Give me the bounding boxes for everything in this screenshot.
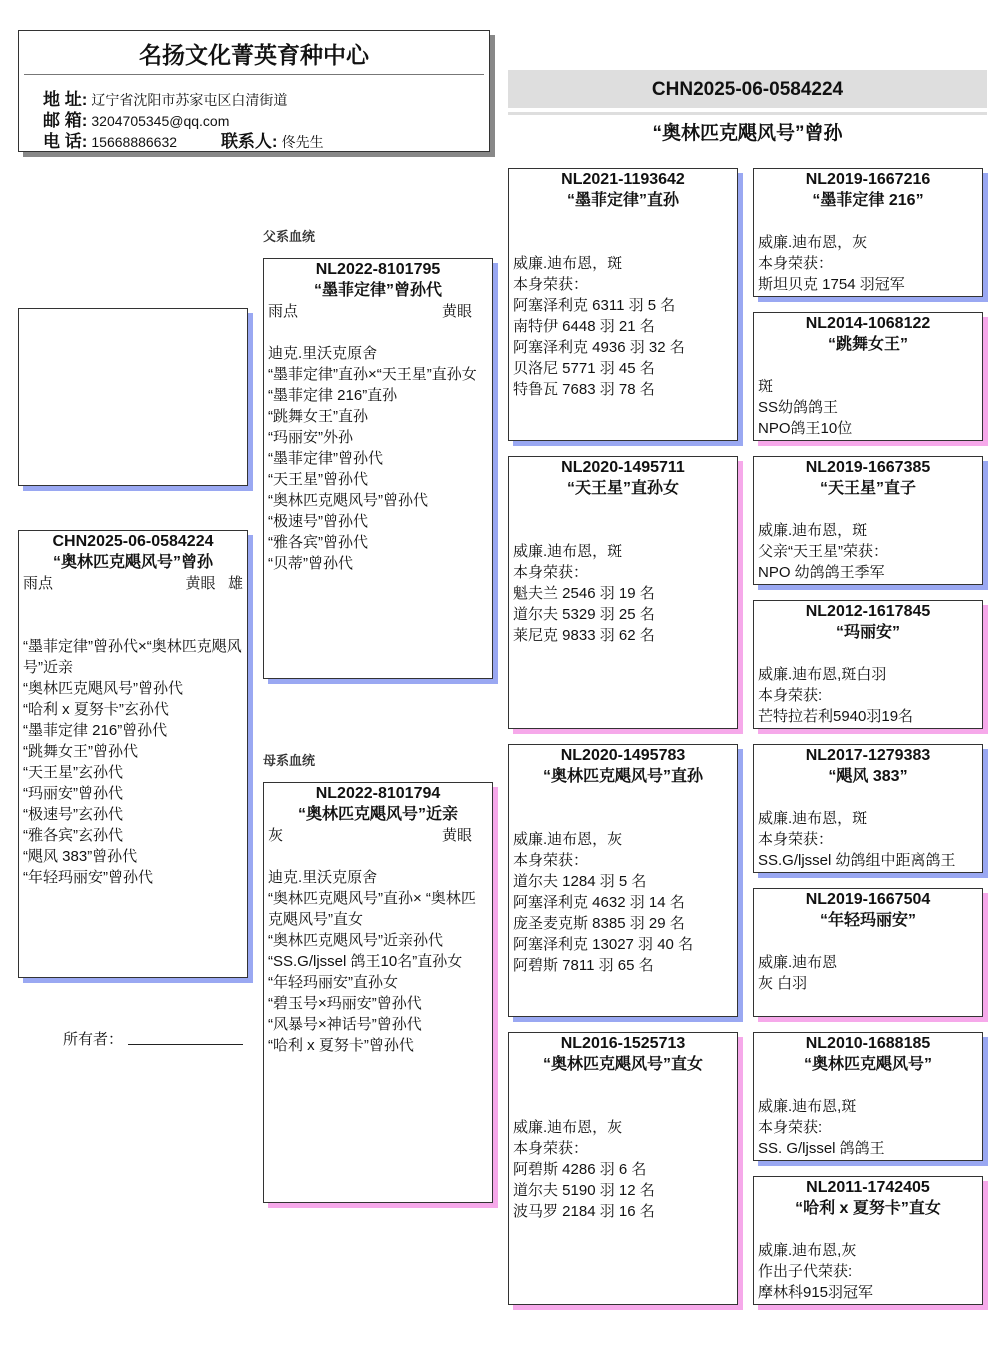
lineage-line: “墨菲定律”直孙×“天王星”直孙女 <box>268 366 477 383</box>
ancestor-ring: NL2019-1667216 <box>805 171 931 188</box>
ancestor-detail: 摩林科915羽冠军 <box>758 1284 874 1301</box>
dam-lineage <box>268 867 488 1056</box>
dam-ring: NL2022-8101794 <box>315 785 441 802</box>
ancestor-detail: 威廉.迪布恩，斑 <box>758 810 868 827</box>
sire-name: “墨菲定律”曾孙代 <box>313 282 442 299</box>
pigeon-title: “奥林匹克飓风号”曾孙 <box>652 123 843 144</box>
contact-label: 联系人: <box>220 132 278 151</box>
ancestor-name: “跳舞女王” <box>827 336 908 353</box>
ancestor-name: “飓风 383” <box>828 768 908 785</box>
ancestor-detail: 南特伊 6448 羽 21 名 <box>513 318 655 335</box>
ancestor-ring: NL2010-1688185 <box>805 1035 931 1052</box>
ancestor-detail: 本身荣获： <box>513 852 589 869</box>
divider <box>24 74 484 75</box>
lineage-line: “哈利 x 夏努卡”玄孙代 <box>23 701 169 718</box>
lineage-line: “墨菲定律”曾孙代×“奥林匹克飓风号”近亲 <box>23 638 242 676</box>
lineage-line: “墨菲定律”曾孙代 <box>268 450 383 467</box>
divider <box>508 112 987 115</box>
gen4-ancestor-card <box>753 168 983 297</box>
ancestor-detail: SS幼鸽鸽王 <box>758 399 839 416</box>
ancestor-detail: SS. G/ljssel 鸽鸽王 <box>758 1140 885 1157</box>
subject-card <box>18 530 248 978</box>
sire-section-label: 父系血统 <box>263 229 316 244</box>
ancestor-detail: 灰 白羽 <box>758 975 808 992</box>
lineage-line: “碧玉号×玛丽安”曾孙代 <box>268 995 422 1012</box>
ancestor-name: “天王星”直孙女 <box>566 480 679 497</box>
ancestor-name: “玛丽安” <box>835 624 900 641</box>
lineage-line: “贝蒂”曾孙代 <box>268 555 353 572</box>
gen4-ancestor-card <box>753 1176 983 1305</box>
ancestor-detail: 威廉.迪布恩，斑 <box>513 255 623 272</box>
gen4-ancestor-card <box>753 888 983 1017</box>
owner-label: 所有者： <box>63 1031 124 1048</box>
ancestor-ring: NL2016-1525713 <box>560 1035 686 1052</box>
lineage-line: “极速号”曾孙代 <box>268 513 368 530</box>
gen3-ancestor-card <box>508 168 738 441</box>
ancestor-detail: NPO鸽王10位 <box>758 420 853 437</box>
lineage-line: “年轻玛丽安”曾孙代 <box>23 869 153 886</box>
lineage-line: “墨菲定律 216”直孙 <box>268 387 398 404</box>
ancestor-detail: 阿塞泽利克 13027 羽 40 名 <box>513 936 694 953</box>
ancestor-detail: 道尔夫 5329 羽 25 名 <box>513 606 655 623</box>
sire-eye: 黄眼 <box>441 303 472 320</box>
ancestor-name: “奥林匹克飓风号” <box>803 1056 932 1073</box>
ancestor-name: “墨菲定律”直孙 <box>566 192 679 209</box>
ancestor-ring: NL2021-1193642 <box>561 171 685 188</box>
ancestor-detail: 本身荣获： <box>513 276 589 293</box>
ancestor-detail: 父亲“天王星”荣获： <box>758 543 888 560</box>
ancestor-detail: 阿塞泽利克 6311 羽 5 名 <box>513 297 676 314</box>
ancestor-detail: 威廉.迪布恩，斑 <box>758 522 868 539</box>
gen3-ancestor-card <box>508 456 738 729</box>
address-label: 地 址: <box>43 90 88 109</box>
ancestor-detail: 本身荣获： <box>758 255 834 272</box>
lineage-line: “哈利 x 夏努卡”曾孙代 <box>268 1037 414 1054</box>
sire-lineage <box>268 343 488 574</box>
lineage-line: 迪克.里沃克原舍 <box>268 869 378 886</box>
sire-ring: NL2022-8101795 <box>315 261 441 278</box>
email-label: 邮 箱: <box>43 111 88 130</box>
lineage-line: “奥林匹克飓风号”近亲孙代 <box>268 932 443 949</box>
gen4-ancestor-card <box>753 600 983 729</box>
ring-number-banner: CHN2025-06-0584224 <box>508 70 987 108</box>
ancestor-ring: NL2011-1742405 <box>806 1179 930 1196</box>
dam-color: 灰 <box>268 827 284 844</box>
ancestor-detail: 阿碧斯 4286 羽 6 名 <box>513 1161 647 1178</box>
ancestor-detail: 威廉.迪布恩，斑 <box>513 543 623 560</box>
ancestor-name: “墨菲定律 216” <box>812 192 924 209</box>
address-value: 辽宁省沈阳市苏家屯区白清街道 <box>91 92 288 108</box>
gen4-ancestor-card <box>753 456 983 585</box>
ancestor-detail: 威廉.迪布恩，灰 <box>513 831 623 848</box>
subject-lineage <box>23 636 243 888</box>
lineage-line: “奥林匹克飓风号”直孙× “奥林匹克飓风号”直女 <box>268 890 476 928</box>
sire-color: 雨点 <box>268 303 299 320</box>
photo-placeholder <box>18 308 248 486</box>
ancestor-detail: 斯坦贝克 1754 羽冠军 <box>758 276 905 293</box>
lineage-line: “年轻玛丽安”直孙女 <box>268 974 398 991</box>
ancestor-detail: 阿塞泽利克 4632 羽 14 名 <box>513 894 685 911</box>
lineage-line: “天王星”玄孙代 <box>23 764 123 781</box>
ancestor-detail: 斑 <box>758 378 774 395</box>
ancestor-ring: NL2020-1495711 <box>561 459 685 476</box>
ancestor-ring: NL2014-1068122 <box>805 315 931 332</box>
sire-traits <box>268 301 488 322</box>
ancestor-detail: 道尔夫 5190 羽 12 名 <box>513 1182 655 1199</box>
ancestor-ring: NL2017-1279383 <box>805 747 931 764</box>
ancestor-detail: 威廉.迪布恩,斑白羽 <box>758 666 887 683</box>
lineage-line: “雅各宾”玄孙代 <box>23 827 123 844</box>
lineage-line: “墨菲定律 216”曾孙代 <box>23 722 168 739</box>
gen4-ancestor-card <box>753 1032 983 1161</box>
dam-traits <box>268 825 488 846</box>
subject-name: “奥林匹克飓风号”曾孙 <box>52 554 213 571</box>
gen4-ancestor-card <box>753 312 983 441</box>
ancestor-detail: 阿塞泽利克 4936 羽 32 名 <box>513 339 685 356</box>
ancestor-detail: 莱尼克 9833 羽 62 名 <box>513 627 655 644</box>
phone-value: 15668886632 <box>91 134 178 150</box>
subject-ring: CHN2025-06-0584224 <box>52 533 214 550</box>
contact-value: 佟先生 <box>281 134 324 150</box>
dam-section-label: 母系血统 <box>263 753 316 768</box>
ancestor-detail: 本身荣获： <box>513 564 589 581</box>
ancestor-detail: 特鲁瓦 7683 羽 78 名 <box>513 381 655 398</box>
lineage-line: “飓风 383”曾孙代 <box>23 848 138 865</box>
ancestor-detail: SS.G/ljssel 幼鸽组中距离鸽王 <box>758 852 956 869</box>
ancestor-ring: NL2019-1667385 <box>805 459 931 476</box>
owner-field[interactable] <box>128 1044 243 1045</box>
ancestor-detail: 芒特拉若利5940羽19名 <box>758 708 914 725</box>
ancestor-detail: 道尔夫 1284 羽 5 名 <box>513 873 647 890</box>
ancestor-ring: NL2020-1495783 <box>560 747 686 764</box>
ancestor-name: “奥林匹克飓风号”直孙 <box>542 768 703 785</box>
email-value: 3204705345@qq.com <box>91 113 230 129</box>
ancestor-detail: 阿碧斯 7811 羽 65 名 <box>513 957 654 974</box>
ancestor-name: “奥林匹克飓风号”直女 <box>542 1056 703 1073</box>
gen3-ancestor-card <box>508 1032 738 1305</box>
phone-label: 电 话: <box>43 132 88 151</box>
ancestor-detail: 庞圣麦克斯 8385 羽 29 名 <box>513 915 685 932</box>
subject-traits <box>23 573 243 594</box>
ancestor-detail: 本身荣获： <box>513 1140 589 1157</box>
ancestor-detail: 贝洛尼 5771 羽 45 名 <box>513 360 655 377</box>
lineage-line: “玛丽安”外孙 <box>268 429 353 446</box>
ancestor-detail: 魁夫兰 2546 羽 19 名 <box>513 585 655 602</box>
lineage-line: “极速号”玄孙代 <box>23 806 123 823</box>
lineage-line: “跳舞女王”直孙 <box>268 408 368 425</box>
ancestor-name: “年轻玛丽安” <box>819 912 916 929</box>
ancestor-ring: NL2019-1667504 <box>805 891 931 908</box>
subject-eye: 黄眼 <box>185 575 216 592</box>
gen3-ancestor-card <box>508 744 738 1017</box>
ancestor-name: “哈利 x 夏努卡”直女 <box>795 1200 941 1217</box>
ancestor-detail: NPO 幼鸽鸽王季军 <box>758 564 885 581</box>
ancestor-detail: 本身荣获： <box>758 831 834 848</box>
dam-eye: 黄眼 <box>441 827 472 844</box>
breeder-header <box>18 30 490 152</box>
lineage-line: “天王星”曾孙代 <box>268 471 368 488</box>
lineage-line: 迪克.里沃克原舍 <box>268 345 378 362</box>
phone-row <box>43 127 324 152</box>
ancestor-detail: 威廉.迪布恩 <box>758 954 838 971</box>
dam-card <box>263 782 493 1203</box>
ancestor-detail: 本身荣获: <box>758 687 823 704</box>
lineage-line: “跳舞女王”曾孙代 <box>23 743 138 760</box>
ancestor-detail: 威廉.迪布恩，灰 <box>513 1119 623 1136</box>
lineage-line: “奥林匹克飓风号”曾孙代 <box>23 680 183 697</box>
dam-name: “奥林匹克飓风号”近亲 <box>297 806 458 823</box>
subject-sex: 雄 <box>227 575 243 592</box>
gen4-ancestor-card <box>753 744 983 873</box>
lineage-line: “风暴号×神话号”曾孙代 <box>268 1016 422 1033</box>
ancestor-ring: NL2012-1617845 <box>805 603 931 620</box>
ancestor-detail: 威廉.迪布恩,斑 <box>758 1098 857 1115</box>
ancestor-detail: 威廉.迪布恩，灰 <box>758 234 868 251</box>
ancestor-detail: 波马罗 2184 羽 16 名 <box>513 1203 655 1220</box>
lineage-line: “奥林匹克飓风号”曾孙代 <box>268 492 428 509</box>
ancestor-name: “天王星”直子 <box>819 480 916 497</box>
lineage-line: “玛丽安”曾孙代 <box>23 785 123 802</box>
lineage-line: “雅各宾”曾孙代 <box>268 534 368 551</box>
ancestor-detail: 作出子代荣获: <box>758 1263 853 1280</box>
ancestor-detail: 本身荣获: <box>758 1119 823 1136</box>
sire-card <box>263 258 493 679</box>
lineage-line: “SS.G/ljssel 鸽王10名”直孙女 <box>268 953 463 970</box>
breeder-name: 名扬文化菁英育种中心 <box>139 42 369 68</box>
ancestor-detail: 威廉.迪布恩,灰 <box>758 1242 857 1259</box>
subject-color: 雨点 <box>23 575 54 592</box>
